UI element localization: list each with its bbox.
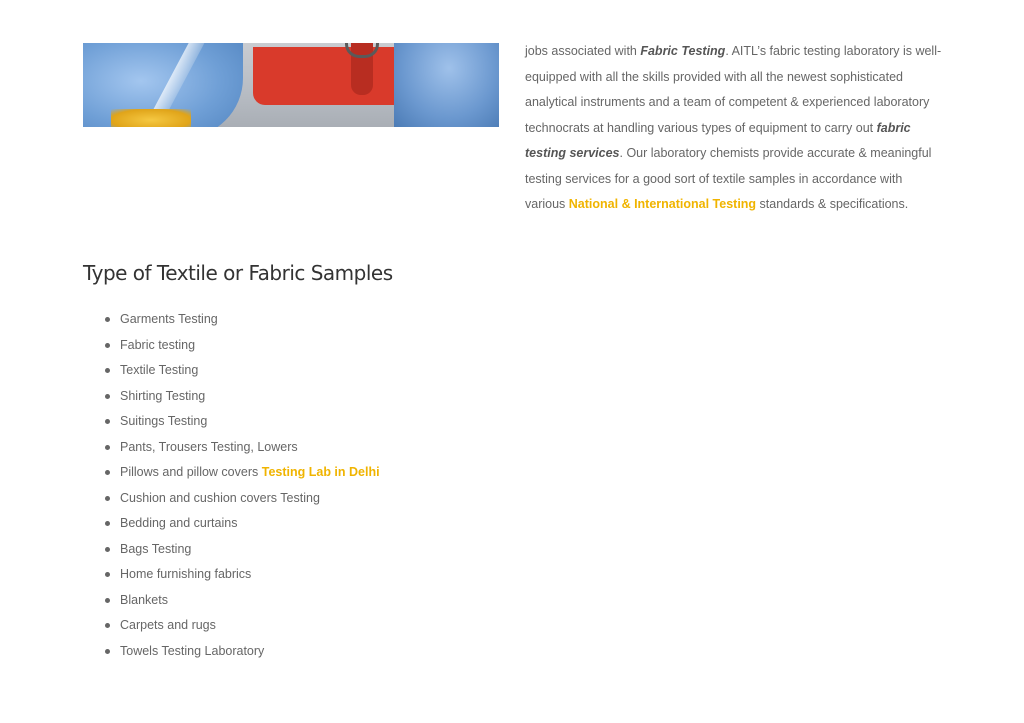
list-item	[105, 511, 380, 537]
intro-text-3: . Our laboratory chemists provide accurate & meaningful testing services for a good sort of textile samples in accordance with various	[525, 146, 932, 211]
bullet-icon	[105, 496, 110, 501]
list-item-text: Suitings Testing	[120, 414, 208, 428]
bullet-icon	[105, 470, 110, 475]
intro-paragraph	[525, 39, 945, 218]
intro-bold-fabric-testing: Fabric Testing	[640, 44, 726, 58]
lab-photo-image	[83, 43, 499, 127]
list-item-text: Pillows and pillow covers	[120, 465, 262, 479]
list-item	[105, 307, 380, 333]
list-item	[105, 639, 380, 665]
section-heading: Type of Textile or Fabric Samples	[83, 261, 393, 285]
bullet-icon	[105, 598, 110, 603]
list-item	[105, 613, 380, 639]
list-item-text: Home furnishing fabrics	[120, 567, 252, 581]
list-item-text: Fabric testing	[120, 337, 196, 352]
list-item-text: Pants, Trousers Testing, Lowers	[120, 439, 298, 454]
bullet-icon	[105, 394, 110, 399]
list-item-text: Bedding and curtains	[120, 516, 238, 530]
list-item	[105, 460, 380, 486]
list-item	[105, 588, 380, 614]
list-item-text: Bags Testing	[120, 541, 192, 556]
bullet-icon	[105, 572, 110, 577]
bullet-icon	[105, 445, 110, 450]
list-item	[105, 409, 380, 435]
list-item	[105, 486, 380, 512]
testing-lab-in-delhi-link[interactable]: Testing Lab in Delhi	[261, 465, 380, 479]
national-international-testing-link[interactable]: National & International Testing	[568, 197, 757, 211]
glove-right	[394, 43, 499, 127]
list-item-text: Textile Testing	[120, 363, 199, 377]
bullet-icon	[105, 623, 110, 628]
yellow-liquid-left	[111, 109, 191, 127]
list-item-text: Shirting Testing	[120, 388, 206, 403]
bullet-icon	[105, 419, 110, 424]
list-item	[105, 358, 380, 384]
bullet-icon	[105, 547, 110, 552]
list-item	[105, 537, 380, 563]
list-item	[105, 435, 380, 461]
intro-text-2: . AITL’s fabric testing laboratory is well-equipped with all the skills provided with all the newest sophisticated analytical instruments and a team of competent & experienced laboratory technocrats at handling various types of equipment to carry out	[525, 44, 942, 135]
list-item	[105, 333, 380, 359]
list-item-text: Blankets	[120, 592, 168, 607]
bullet-icon	[105, 317, 110, 322]
intro-text-4: standards & specifications.	[756, 197, 909, 211]
bullet-icon	[105, 343, 110, 348]
bullet-icon	[105, 521, 110, 526]
bullet-icon	[105, 368, 110, 373]
intro-bold-fabric-testing-services: fabric testing services	[525, 120, 911, 160]
list-item-text: Garments Testing	[120, 312, 218, 326]
list-item	[105, 562, 380, 588]
sample-list	[105, 307, 380, 664]
list-item-text: Carpets and rugs	[120, 618, 216, 632]
list-item-text: Towels Testing Laboratory	[120, 643, 265, 658]
list-item	[105, 384, 380, 410]
intro-text-1: jobs associated with	[525, 44, 641, 58]
list-item-text: Cushion and cushion covers Testing	[120, 490, 320, 505]
bullet-icon	[105, 649, 110, 654]
